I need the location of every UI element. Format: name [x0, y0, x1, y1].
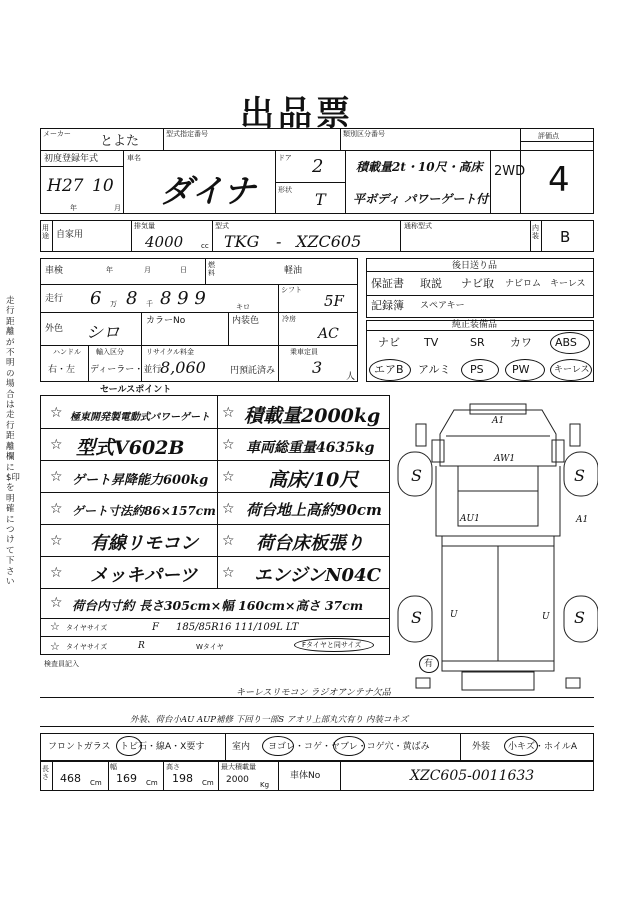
load-unit: Kg	[260, 781, 270, 789]
sales-point-6: 高床/10尺	[268, 469, 359, 491]
sales-point-12: エンジンN04C	[254, 565, 381, 586]
delivery-item-1: 保証書	[371, 277, 404, 290]
model-prefix: TKG	[224, 232, 260, 251]
load-label: 最大積載量	[221, 763, 256, 771]
interior-cond-label: 室内	[232, 742, 251, 752]
tire-front: F	[152, 622, 159, 633]
handle-value: 右・左	[48, 365, 76, 375]
equip-ps: PS	[470, 363, 484, 376]
diagram-mark-s-2: S	[574, 466, 585, 485]
shape-label: 形状	[278, 186, 292, 194]
delivery-item-3: ナビ取	[461, 277, 494, 290]
tire-size-label: タイヤサイズ	[66, 624, 108, 632]
door-label: ドア	[278, 154, 292, 162]
ac-value: AC	[318, 326, 339, 342]
sales-point-1: 極東開発製電動式パワーゲート	[70, 412, 210, 423]
capacity-label: 乗車定員	[290, 348, 318, 356]
width-value: 169	[116, 772, 137, 785]
sales-point-5: ゲート昇降能力600kg	[72, 473, 209, 488]
sales-points-header: セールスポイント	[96, 385, 175, 395]
delivery-item-6: 記録簿	[371, 299, 404, 312]
sales-point-3: 型式V602B	[76, 437, 185, 459]
sales-point-8: 荷台地上高約90cm	[246, 501, 382, 519]
windshield-label: フロントガラス	[48, 742, 111, 752]
model-label: 型式	[215, 222, 229, 230]
man-unit: 万	[110, 300, 117, 308]
maker-label: メーカー	[43, 130, 71, 138]
equip-leather: カワ	[510, 336, 532, 349]
diagram-mark-a1-right: A1	[576, 515, 589, 525]
color-no-label: カラーNo	[146, 316, 186, 326]
diagram-mark-u-1: U	[450, 610, 458, 620]
interior-cond-value: ヨゴレ・コゲ・ヤブレ・コゲ穴・黄ばみ	[268, 742, 430, 752]
length-label: 長さ	[42, 765, 49, 781]
star-icon: ☆	[50, 533, 63, 549]
equip-tv: TV	[424, 336, 439, 349]
height-value: 198	[172, 772, 193, 785]
diagram-mark-au1: AU1	[460, 514, 480, 524]
diagram-mark-s-4: S	[574, 608, 585, 627]
star-icon: ☆	[50, 595, 63, 611]
sales-point-2: 積載量2000kg	[244, 405, 381, 427]
star-icon: ☆	[222, 533, 235, 549]
car-name-value: ダイナ	[160, 172, 256, 210]
note-line-1: キーレスリモコン ラジオアンテナ欠品	[236, 688, 391, 698]
inspection-month: 月	[144, 266, 151, 274]
delivery-item-7: スペアキー	[420, 301, 465, 311]
windshield-value: トビ石・線A・X要す	[120, 742, 205, 752]
equip-keyless: キーレス	[554, 365, 590, 375]
sen-unit: 千	[146, 300, 153, 308]
equipment-header: 純正装備品	[452, 320, 498, 330]
equip-navi: ナビ	[378, 336, 400, 349]
spec-line-1: 積載量2t・10尺・高床	[356, 160, 483, 174]
first-reg-era: H27	[47, 176, 84, 196]
common-model-label: 通称型式	[404, 222, 432, 230]
diagram-mark-aw1: AW1	[494, 454, 516, 464]
recycle-value: 8,060	[160, 358, 206, 377]
star-icon: ☆	[50, 437, 63, 453]
first-reg-label: 初度登録年式	[44, 154, 99, 164]
side-note: 走行距離が不明の場合は走行距離欄に$印を明確につけて下さい	[6, 296, 20, 587]
diagram-mark-u-2: U	[542, 612, 550, 622]
handle-label: ハンドル	[53, 348, 81, 356]
maker-value: とよた	[100, 134, 140, 149]
sales-point-9: 有線リモコン	[90, 533, 198, 554]
star-icon: ☆	[50, 405, 63, 421]
tire-same: Fタイヤと同サイズ	[302, 641, 362, 649]
diagram-mark-s-3: S	[411, 608, 422, 627]
first-reg-month: 10	[92, 176, 114, 196]
shift-value: 5F	[324, 292, 344, 310]
note-line-2: 外装、荷台小AU AUP補修 下回り一部S アオリ上部丸穴有り 内装コキズ	[130, 715, 409, 725]
score-value: 4	[548, 160, 570, 200]
model-designation-label: 型式指定番号	[166, 130, 208, 138]
page-title: 出品票	[240, 94, 354, 134]
interior-grade-value: B	[560, 228, 571, 246]
length-value: 468	[60, 772, 81, 785]
width-label: 幅	[110, 763, 117, 771]
delivery-item-5: キーレス	[550, 279, 586, 289]
mileage-label: 走行	[45, 294, 64, 304]
tire-rear-label: タイヤサイズ	[66, 643, 108, 651]
import-value: ディーラー・並行	[90, 365, 162, 375]
inspection-day: 日	[180, 266, 187, 274]
model-code: XZC605	[296, 232, 362, 251]
fuel-value: 軽油	[284, 266, 303, 276]
sales-point-10: 荷台床板張り	[256, 533, 364, 554]
model-dash: -	[276, 232, 282, 251]
equip-abs: ABS	[555, 336, 577, 349]
recycle-label: リサイクル料金	[146, 348, 195, 356]
delivery-item-4: ナビロム	[505, 279, 542, 289]
delivery-item-2: 取説	[420, 277, 442, 290]
star-icon: ☆	[50, 501, 63, 517]
equip-pw: PW	[512, 363, 530, 376]
vin-label: 車体No	[290, 771, 321, 781]
exterior-color-value: シロ	[86, 323, 120, 343]
star-icon: ☆	[50, 469, 63, 485]
interior-color-label: 内装色	[232, 316, 260, 326]
equip-alumi: アルミ	[418, 363, 451, 376]
car-name-label: 車名	[127, 154, 141, 162]
sales-point-7: ゲート寸法約86×157cm	[72, 504, 216, 518]
year-unit: 年	[70, 204, 77, 212]
star-icon: ☆	[222, 437, 235, 453]
exterior-cond-value: 小キズ・ホイルA	[508, 742, 577, 752]
inspector-label: 検査員記入	[44, 660, 79, 668]
equip-airbag: エアB	[374, 363, 404, 376]
star-icon: ☆	[50, 565, 63, 581]
star-icon: ☆	[222, 469, 235, 485]
spec-line-2: 平ボディ パワーゲート付	[353, 192, 489, 206]
inspection-year: 年	[106, 266, 113, 274]
category-label: 類別区分番号	[343, 130, 385, 138]
fuel-label: 燃料	[208, 261, 215, 277]
interior-grade-label: 内装	[532, 224, 539, 240]
exterior-color-label: 外色	[45, 324, 64, 334]
star-icon: ☆	[222, 405, 235, 421]
capacity-value: 3	[312, 358, 323, 377]
shift-label: シフト	[281, 286, 302, 294]
sales-point-11: メッキパーツ	[90, 565, 198, 586]
diagram-mark-a1-top: A1	[492, 416, 505, 426]
cargo-dimensions: 荷台内寸約 長さ305cm×幅 160cm×高さ 37cm	[72, 598, 364, 613]
star-icon: ☆	[50, 640, 60, 653]
exterior-cond-label: 外装	[472, 742, 491, 752]
mileage-man-digit: 6	[90, 288, 102, 309]
width-unit: Cm	[146, 779, 158, 787]
diagram-mark-yu: 有	[424, 659, 434, 669]
star-icon: ☆	[50, 620, 60, 633]
cc-unit: cc	[201, 242, 209, 250]
import-label: 輸入区分	[96, 348, 124, 356]
ac-label: 冷房	[282, 315, 296, 323]
diagram-mark-s-1: S	[411, 466, 422, 485]
displacement-label: 排気量	[134, 222, 155, 230]
sales-point-4: 車両総重量4635kg	[246, 440, 375, 456]
equip-sr: SR	[470, 336, 485, 349]
month-unit: 月	[114, 204, 121, 212]
usage-value: 自家用	[56, 230, 84, 240]
star-icon: ☆	[222, 501, 235, 517]
vin-value: XZC605-0011633	[410, 768, 535, 784]
mileage-sen-digit: 8	[126, 288, 138, 309]
height-label: 高さ	[166, 763, 180, 771]
drive-value: 2WD	[494, 164, 526, 179]
displacement-value: 4000	[145, 233, 184, 251]
recycle-unit: 円預託済み	[230, 366, 276, 376]
tire-rear: R	[138, 641, 145, 651]
tire-w: Wタイヤ	[196, 643, 224, 651]
usage-label: 用途	[42, 224, 49, 240]
mileage-rest: 8 9 9	[160, 288, 206, 309]
height-unit: Cm	[202, 779, 214, 787]
tire-size-value: 185/85R16 111/109L LT	[176, 622, 299, 633]
shape-value: T	[315, 190, 326, 209]
star-icon: ☆	[222, 565, 235, 581]
delivery-header: 後日送り品	[452, 261, 498, 271]
inspection-label: 車検	[45, 266, 64, 276]
capacity-unit: 人	[346, 372, 356, 382]
score-label: 評価点	[538, 132, 559, 140]
km-unit: キロ	[236, 303, 250, 311]
door-value: 2	[312, 156, 324, 177]
length-unit: Cm	[90, 779, 102, 787]
load-value: 2000	[226, 775, 249, 785]
